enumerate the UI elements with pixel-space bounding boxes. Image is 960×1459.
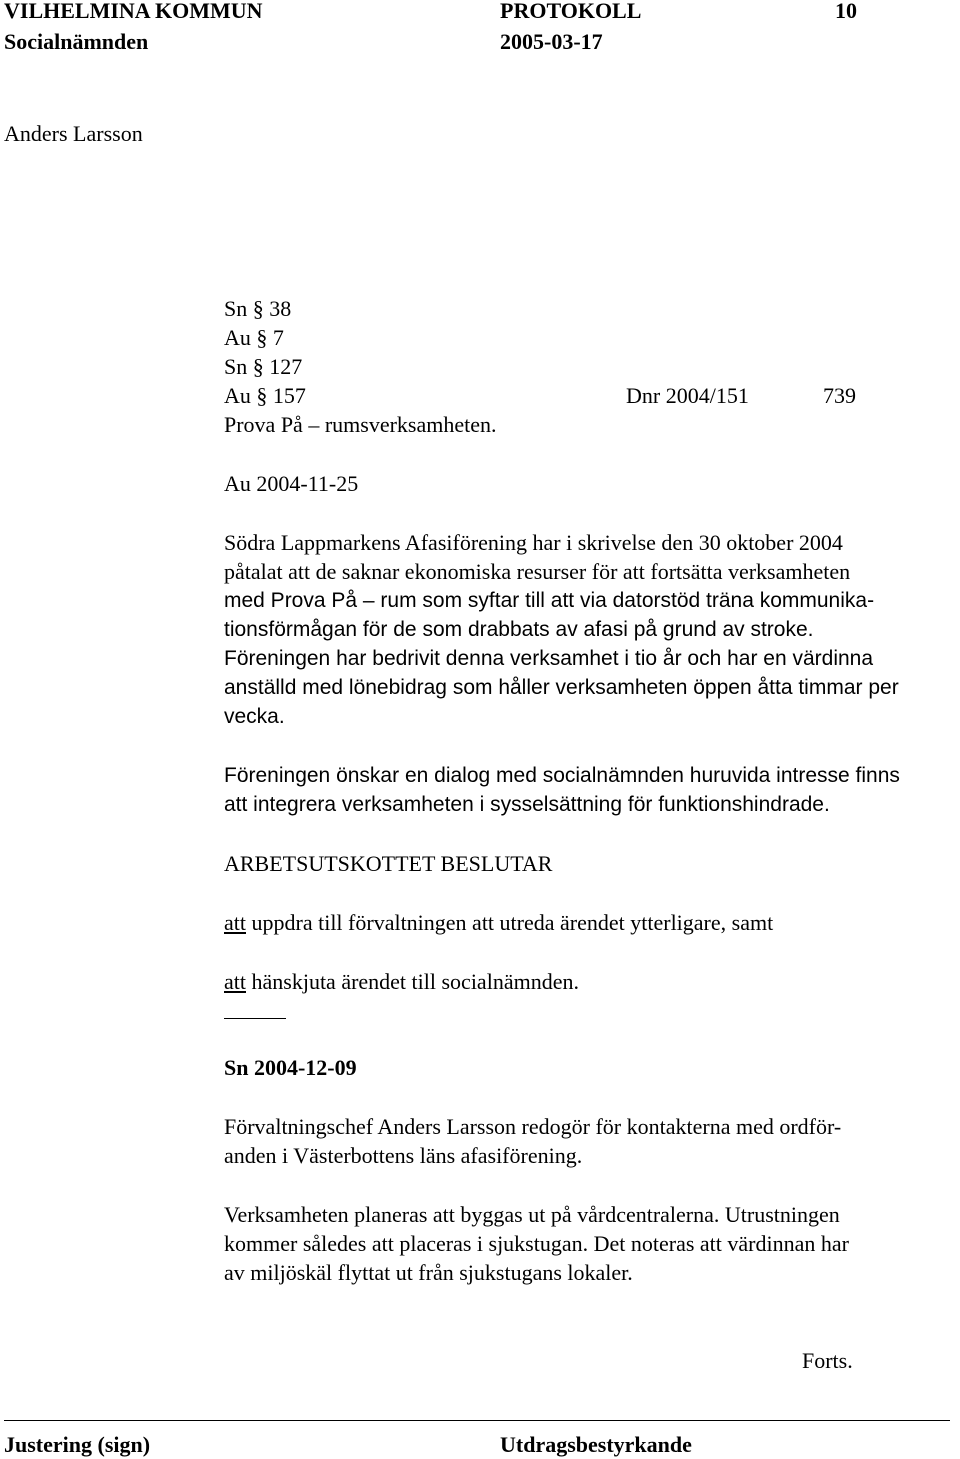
- au-para1-line: Föreningen har bedrivit denna verksamhet i tio år och har en värdinna: [224, 647, 874, 670]
- sn-para1-line: Förvaltningschef Anders Larsson redogör för kontakterna med ordför-: [224, 1114, 842, 1139]
- sn-para1-line: anden i Västerbottens läns afasiförening.: [224, 1143, 583, 1168]
- sn-heading: Sn 2004-12-09: [224, 1055, 357, 1080]
- person-name: Anders Larsson: [4, 121, 143, 146]
- au-para1-line: vecka.: [224, 705, 285, 728]
- dnr-number: Dnr 2004/151: [626, 383, 749, 408]
- au-para2-line: Föreningen önskar en dialog med socialnämnden huruvida intresse finns: [224, 764, 900, 787]
- footer-rule: [4, 1420, 950, 1421]
- continued-label: Forts.: [802, 1348, 853, 1373]
- decision-heading: ARBETSUTSKOTTET BESLUTAR: [224, 851, 553, 876]
- utdragsbestyrkande-label: Utdragsbestyrkande: [500, 1432, 692, 1457]
- att-keyword: att: [224, 910, 246, 935]
- decision-item: [224, 967, 579, 996]
- au-para1-line: påtalat att de saknar ekonomiska resurser för att fortsätta verksamheten: [224, 559, 851, 584]
- subject-line: Prova På – rumsverksamheten.: [224, 412, 497, 437]
- decision-text: uppdra till förvaltningen att utreda ärendet ytterligare, samt: [246, 910, 774, 935]
- au-para1-line: Södra Lappmarkens Afasiförening har i skrivelse den 30 oktober 2004: [224, 530, 843, 555]
- meeting-date: 2005-03-17: [500, 29, 603, 54]
- att-keyword: att: [224, 969, 246, 994]
- decision-item: [224, 908, 773, 937]
- sn-para2-line: Verksamheten planeras att byggas ut på vårdcentralerna. Utrustningen: [224, 1202, 840, 1227]
- document-type: PROTOKOLL: [500, 0, 642, 23]
- justering-label: Justering (sign): [4, 1432, 151, 1457]
- ref-line: Sn § 127: [224, 354, 303, 379]
- sn-para2-line: av miljöskäl flyttat ut från sjukstugans lokaler.: [224, 1260, 633, 1285]
- au-para1-line: med Prova På – rum som syftar till att via datorstöd träna kommunika-: [224, 589, 875, 612]
- au-para1-line: tionsförmågan för de som drabbats av afasi på grund av stroke.: [224, 618, 814, 641]
- board-name: Socialnämnden: [4, 29, 149, 54]
- municipality-name: VILHELMINA KOMMUN: [4, 0, 263, 23]
- page-number: 10: [835, 0, 857, 23]
- ref-line: Sn § 38: [224, 296, 292, 321]
- au-para1-line: anställd med lönebidrag som håller verksamheten öppen åtta timmar per: [224, 676, 899, 699]
- ref-line: Au § 7: [224, 325, 284, 350]
- decision-text: hänskjuta ärendet till socialnämnden.: [246, 969, 579, 994]
- ref-line: Au § 157: [224, 383, 306, 408]
- au-heading: Au 2004-11-25: [224, 471, 359, 496]
- sn-para2-line: kommer således att placeras i sjukstugan. Det noteras att värdinnan har: [224, 1231, 849, 1256]
- dnr-code: 739: [823, 383, 856, 408]
- au-para2-line: att integrera verksamheten i sysselsättning för funktionshindrade.: [224, 793, 830, 816]
- section-divider: [224, 1018, 286, 1019]
